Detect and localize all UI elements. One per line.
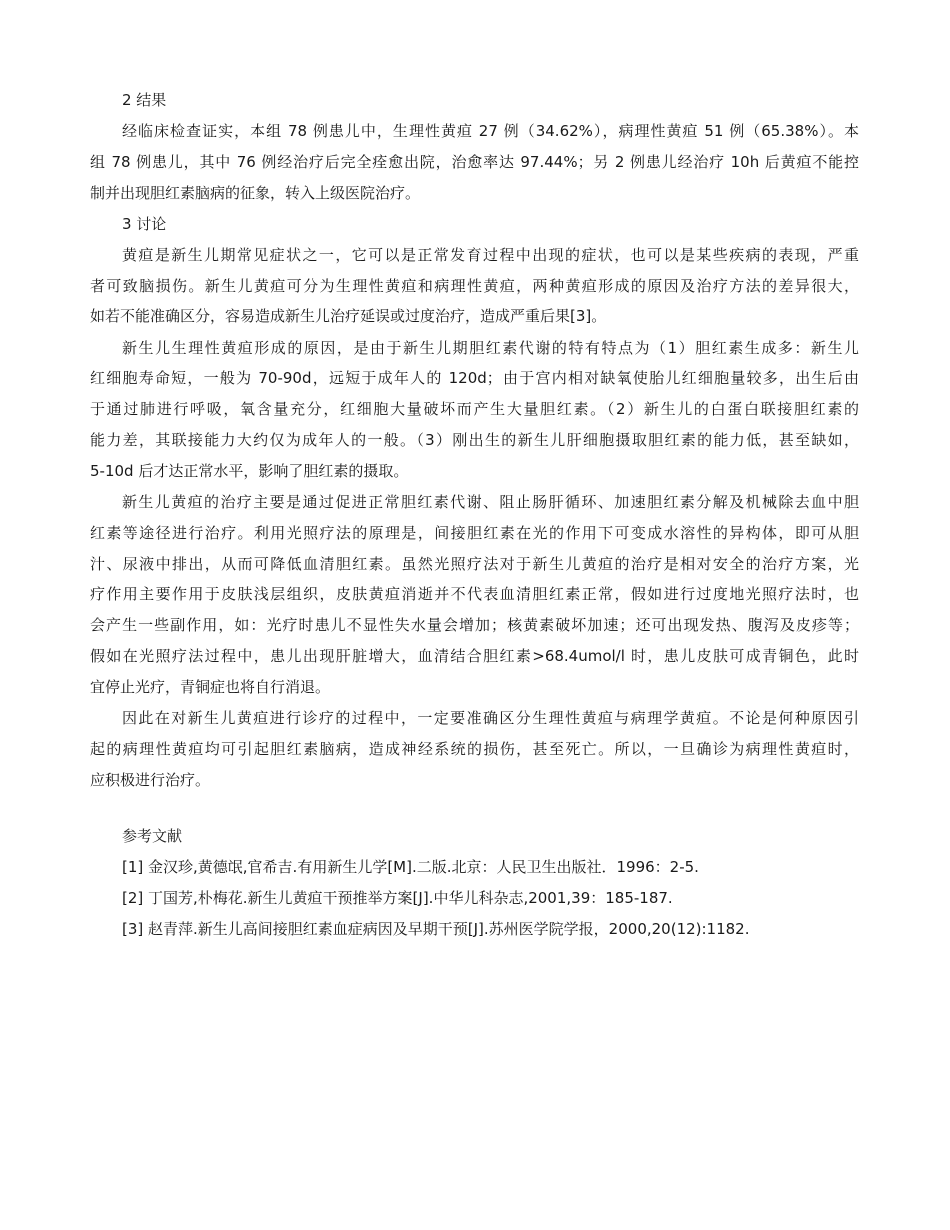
results-line: 组 78 例患儿，其中 76 例经治疗后完全痊愈出院，治愈率达 97.44%；另 2 例患儿经治疗 10h 后黄疸不能控 bbox=[90, 153, 859, 171]
discussion-line: 者可致脑损伤。新生儿黄疸可分为生理性黄疸和病理性黄疸，两种黄疸形成的原因及治疗方法的差异很大， bbox=[90, 277, 859, 295]
discussion-line: 于通过肺进行呼吸，氧含量充分，红细胞大量破坏而产生大量胆红素。（2）新生儿的白蛋白联接胆红素的 bbox=[90, 400, 859, 418]
results-line: 制并出现胆红素脑病的征象，转入上级医院治疗。 bbox=[90, 184, 421, 202]
discussion-line: 会产生一些副作用，如：光疗时患儿不显性失水量会增加；核黄素破坏加速；还可出现发热、腹泻及皮疹等； bbox=[90, 616, 859, 634]
discussion-line: 汁、尿液中排出，从而可降低血清胆红素。虽然光照疗法对于新生儿黄疸的治疗是相对安全的治疗方案，光 bbox=[90, 555, 859, 573]
discussion-line: 疗作用主要作用于皮肤浅层组织，皮肤黄疸消逝并不代表血清胆红素正常，假如进行过度地光照疗法时，也 bbox=[90, 585, 859, 603]
discussion-line: 5-10d 后才达正常水平，影响了胆红素的摄取。 bbox=[90, 462, 409, 480]
results-heading: 2 结果 bbox=[122, 91, 167, 109]
discussion-line: 起的病理性黄疸均可引起胆红素脑病，造成神经系统的损伤，甚至死亡。所以，一旦确诊为病理性黄疸时， bbox=[90, 740, 859, 758]
discussion-line: 假如在光照疗法过程中，患儿出现肝脏增大，血清结合胆红素>68.4umol/l 时，患儿皮肤可成青铜色，此时 bbox=[90, 647, 859, 665]
discussion-line: 能力差，其联接能力大约仅为成年人的一般。（3）刚出生的新生儿肝细胞摄取胆红素的能力低，甚至缺如， bbox=[90, 431, 859, 449]
reference-item: [3] 赵青萍.新生儿高间接胆红素血症病因及早期干预[J].苏州医学院学报，2000,20(12):1182. bbox=[122, 920, 750, 938]
discussion-line: 新生儿生理性黄疸形成的原因，是由于新生儿期胆红素代谢的特有特点为（1）胆红素生成多：新生儿 bbox=[122, 339, 859, 357]
discussion-line: 如若不能准确区分，容易造成新生儿治疗延误或过度治疗，造成严重后果[3]。 bbox=[90, 307, 607, 325]
reference-item: [2] 丁国芳,朴梅花.新生儿黄疸干预推举方案[J].中华儿科杂志,2001,39：185-187. bbox=[122, 889, 673, 907]
discussion-line: 新生儿黄疸的治疗主要是通过促进正常胆红素代谢、阻止肠肝循环、加速胆红素分解及机械除去血中胆 bbox=[122, 493, 859, 511]
reference-item: [1] 金汉珍,黄德氓,官希吉.有用新生儿学[M].二版.北京：人民卫生出版社．1996：2-5. bbox=[122, 858, 699, 876]
results-line: 经临床检查证实，本组 78 例患儿中，生理性黄疸 27 例（34.62%），病理性黄疸 51 例（65.38%）。本 bbox=[122, 122, 859, 140]
discussion-line: 宜停止光疗，青铜症也将自行消退。 bbox=[90, 678, 331, 696]
discussion-line: 黄疸是新生儿期常见症状之一，它可以是正常发育过程中出现的症状，也可以是某些疾病的表现，严重 bbox=[122, 246, 859, 264]
discussion-line: 红细胞寿命短，一般为 70-90d，远短于成年人的 120d；由于宫内相对缺氧使胎儿红细胞量较多，出生后由 bbox=[90, 369, 859, 387]
discussion-heading: 3 讨论 bbox=[122, 215, 167, 233]
references-heading: 参考文献 bbox=[122, 827, 183, 845]
discussion-line: 因此在对新生儿黄疸进行诊疗的过程中，一定要准确区分生理性黄疸与病理学黄疸。不论是何种原因引 bbox=[122, 709, 859, 727]
discussion-line: 红素等途径进行治疗。利用光照疗法的原理是，间接胆红素在光的作用下可变成水溶性的异构体，即可从胆 bbox=[90, 524, 859, 542]
discussion-line: 应积极进行治疗。 bbox=[90, 771, 211, 789]
